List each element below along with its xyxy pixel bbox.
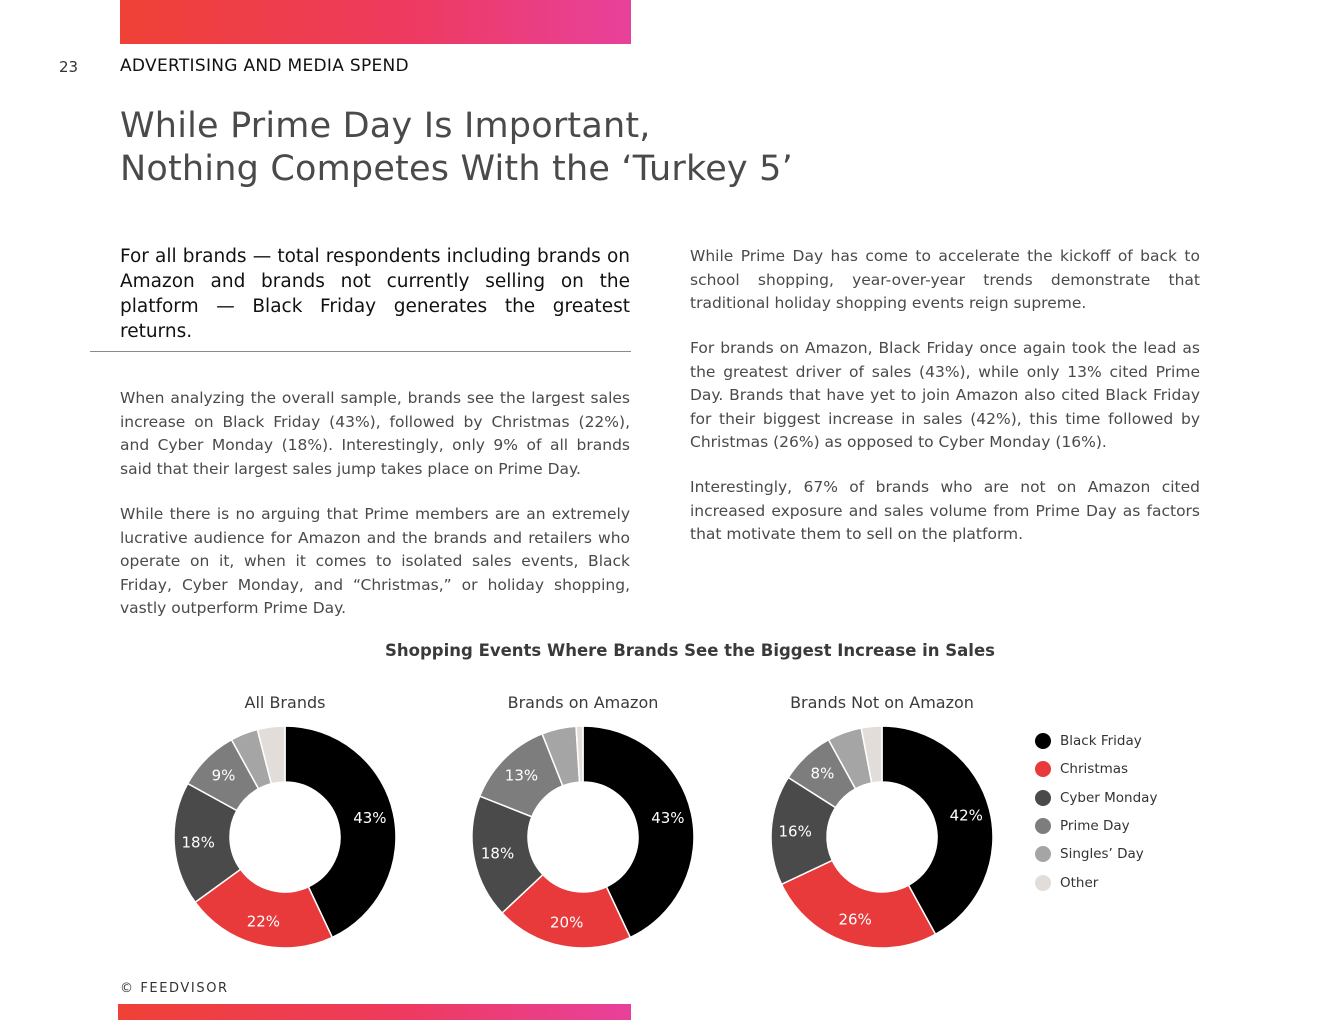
slice-label: 43% bbox=[651, 809, 685, 828]
donut-brands-not-on-amazon bbox=[771, 693, 993, 948]
top-accent-bar bbox=[120, 0, 631, 44]
donut-title: All Brands bbox=[244, 693, 326, 712]
legend-label: Christmas bbox=[1060, 761, 1129, 778]
legend-label: Black Friday bbox=[1060, 733, 1142, 750]
slice-label: 18% bbox=[480, 844, 515, 863]
donut-title: Brands on Amazon bbox=[507, 693, 659, 712]
slice-label: 9% bbox=[211, 766, 236, 785]
body-paragraph-2: While there is no arguing that Prime members are an extremely lucrative audience for Amazon and the brands and retailers who operate on it, when it comes to isolated sales events, Black Friday, Cyber Monday, and “Christmas,” or holiday shopping, vastly outperform Prime Day. bbox=[120, 505, 630, 617]
donut-charts bbox=[0, 680, 1030, 960]
page-title-line-2: Nothing Competes With the ‘Turkey 5’ bbox=[120, 149, 793, 189]
legend-label: Cyber Monday bbox=[1060, 789, 1158, 806]
slice-label: 20% bbox=[550, 913, 584, 932]
legend-item-christmas bbox=[1035, 755, 1157, 783]
slice-label: 26% bbox=[838, 910, 872, 929]
legend-label: Prime Day bbox=[1060, 818, 1130, 835]
legend-item-singles-day bbox=[1035, 840, 1157, 868]
donut-all-brands bbox=[174, 693, 396, 948]
page-number: 23 bbox=[59, 58, 79, 76]
section-label: ADVERTISING AND MEDIA SPEND bbox=[120, 56, 409, 76]
bottom-accent-bar bbox=[118, 1004, 631, 1020]
donut-brands-on-amazon bbox=[472, 693, 694, 948]
slice-label: 18% bbox=[181, 833, 215, 852]
body-paragraph-4: For brands on Amazon, Black Friday once again took the lead as the greatest driver of sales (43%), while only 13% cited Prime Day. Brands that have yet to join Amazon also cited Black Friday for their biggest increase in sales (42%), this time followed by Christmas (26%) as opposed to Cyber Monday (16%). bbox=[690, 339, 1200, 451]
legend-item-prime-day bbox=[1035, 812, 1157, 840]
slice-label: 43% bbox=[353, 809, 387, 828]
legend-swatch bbox=[1035, 818, 1051, 834]
legend-swatch bbox=[1035, 761, 1051, 777]
body-paragraph-3: While Prime Day has come to accelerate the kickoff of back to school shopping, year-over-year trends demonstrate that traditional holiday shopping events reign supreme. bbox=[690, 247, 1200, 312]
legend-label: Other bbox=[1060, 874, 1099, 891]
slice-label: 8% bbox=[810, 764, 835, 783]
legend-item-black-friday bbox=[1035, 727, 1157, 755]
chart-title: Shopping Events Where Brands See the Biggest Increase in Sales bbox=[385, 641, 995, 660]
slice-label: 22% bbox=[246, 912, 281, 931]
intro-paragraph: For all brands — total respondents including brands on Amazon and brands not currently selling on the platform — Black Friday generates the greatest returns. bbox=[120, 246, 630, 342]
divider bbox=[90, 351, 631, 352]
slice-label: 42% bbox=[949, 806, 983, 825]
page-title-line-1: While Prime Day Is Important, bbox=[120, 106, 651, 146]
legend-item-cyber-monday bbox=[1035, 784, 1157, 812]
legend-swatch bbox=[1035, 846, 1051, 862]
body-paragraph-1: When analyzing the overall sample, brands see the largest sales increase on Black Friday (43%), followed by Christmas (22%), and Cyber Monday (18%). Interestingly, only 9% of all brands said that their largest sales jump takes place on Prime Day. bbox=[120, 389, 630, 478]
page-title bbox=[120, 105, 820, 191]
donut-title: Brands Not on Amazon bbox=[790, 693, 974, 712]
slice-label: 13% bbox=[504, 766, 539, 785]
legend-swatch bbox=[1035, 790, 1051, 806]
copyright: © FEEDVISOR bbox=[120, 981, 229, 996]
chart-legend bbox=[1035, 727, 1157, 897]
legend-label: Singles’ Day bbox=[1060, 846, 1144, 863]
legend-item-other bbox=[1035, 868, 1157, 896]
legend-swatch bbox=[1035, 733, 1051, 749]
body-paragraph-5: Interestingly, 67% of brands who are not on Amazon cited increased exposure and sales volume from Prime Day as factors that motivate them to sell on the platform. bbox=[690, 478, 1200, 543]
legend-swatch bbox=[1035, 875, 1051, 891]
slice-label: 16% bbox=[778, 822, 812, 841]
